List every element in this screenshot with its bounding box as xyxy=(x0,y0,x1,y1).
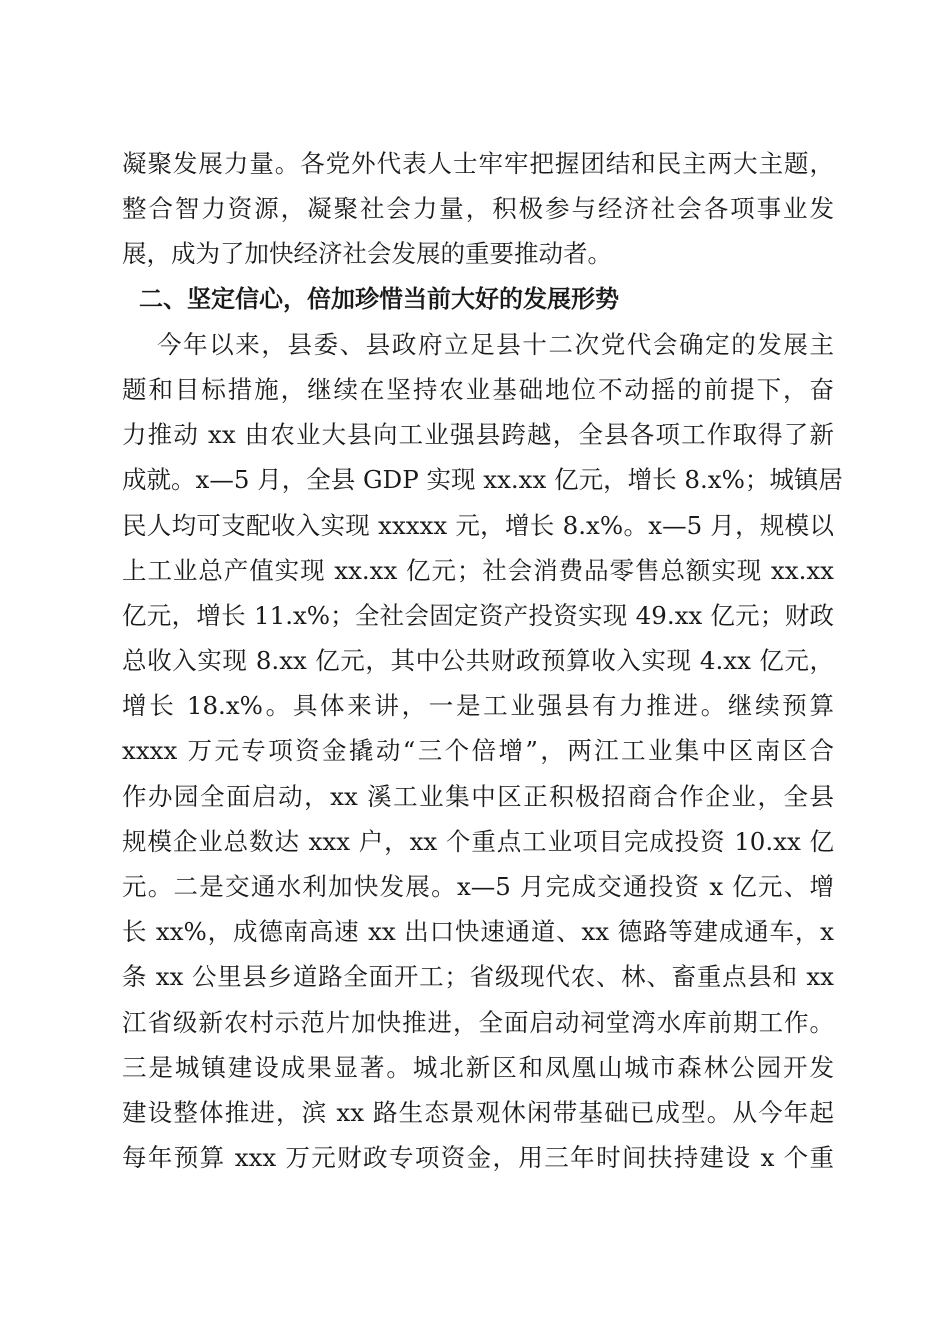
paragraph-line: 元。二是交通水利加快发展。x—5 月完成交通投资 x 亿元、增 xyxy=(122,872,834,901)
paragraph-line: 成就。x—5 月，全县 GDP 实现 xx.xx 亿元，增长 8.x%；城镇居 xyxy=(122,465,843,495)
paragraph-line: 江省级新农村示范片加快推进，全面启动祠堂湾水库前期工作。 xyxy=(122,1007,834,1037)
paragraph-line: 民人均可支配收入实现 xxxxx 元，增长 8.x%。x—5 月，规模以 xyxy=(122,510,834,540)
paragraph-line: 三是城镇建设成果显著。城北新区和凤凰山城市森林公园开发 xyxy=(122,1052,834,1082)
paragraph-line: xxxx 万元专项资金撬动“三个倍增”，两江工业集中区南区合 xyxy=(122,736,834,766)
paragraph-line: 增长 18.x%。具体来讲，一是工业强县有力推进。继续预算 xyxy=(122,691,834,721)
paragraph-line: 总收入实现 8.xx 亿元，其中公共财政预算收入实现 4.xx 亿元， xyxy=(122,646,834,676)
paragraph-line: 凝聚发展力量。各党外代表人士牢牢把握团结和民主两大主题， xyxy=(122,149,834,178)
paragraph-line: 每年预算 xxx 万元财政专项资金，用三年时间扶持建设 x 个重 xyxy=(122,1143,834,1173)
section-heading: 二、坚定信心，倍加珍惜当前大好的发展形势 xyxy=(139,284,619,313)
paragraph-line: 题和目标措施，继续在坚持农业基础地位不动摇的前提下，奋 xyxy=(122,374,834,404)
document-body xyxy=(122,141,843,1180)
paragraph-line: 规模企业总数达 xxx 户，xx 个重点工业项目完成投资 10.xx 亿 xyxy=(122,826,834,856)
paragraph-line: 作办园全面启动，xx 溪工业集中区正积极招商合作企业，全县 xyxy=(122,781,834,811)
paragraph-line: 建设整体推进，滨 xx 路生态景观休闲带基础已成型。从今年起 xyxy=(122,1097,834,1127)
paragraph-line: 整合智力资源，凝聚社会力量，积极参与经济社会各项事业发 xyxy=(122,194,834,224)
paragraph-line: 上工业总产值实现 xx.xx 亿元；社会消费品零售总额实现 xx.xx xyxy=(122,555,834,585)
paragraph-line: 条 xx 公里县乡道路全面开工；省级现代农、林、畜重点县和 xx xyxy=(122,962,834,992)
paragraph-line: 今年以来，县委、县政府立足县十二次党代会确定的发展主 xyxy=(157,329,834,359)
paragraph-line: 展，成为了加快经济社会发展的重要推动者。 xyxy=(122,239,612,269)
paragraph-line: 长 xx%，成德南高速 xx 出口快速通道、xx 德路等建成通车，x xyxy=(122,917,834,947)
paragraph-line: 亿元，增长 11.x%；全社会固定资产投资实现 49.xx 亿元；财政 xyxy=(122,600,834,630)
paragraph-line: 力推动 xx 由农业大县向工业强县跨越，全县各项工作取得了新 xyxy=(122,420,834,450)
